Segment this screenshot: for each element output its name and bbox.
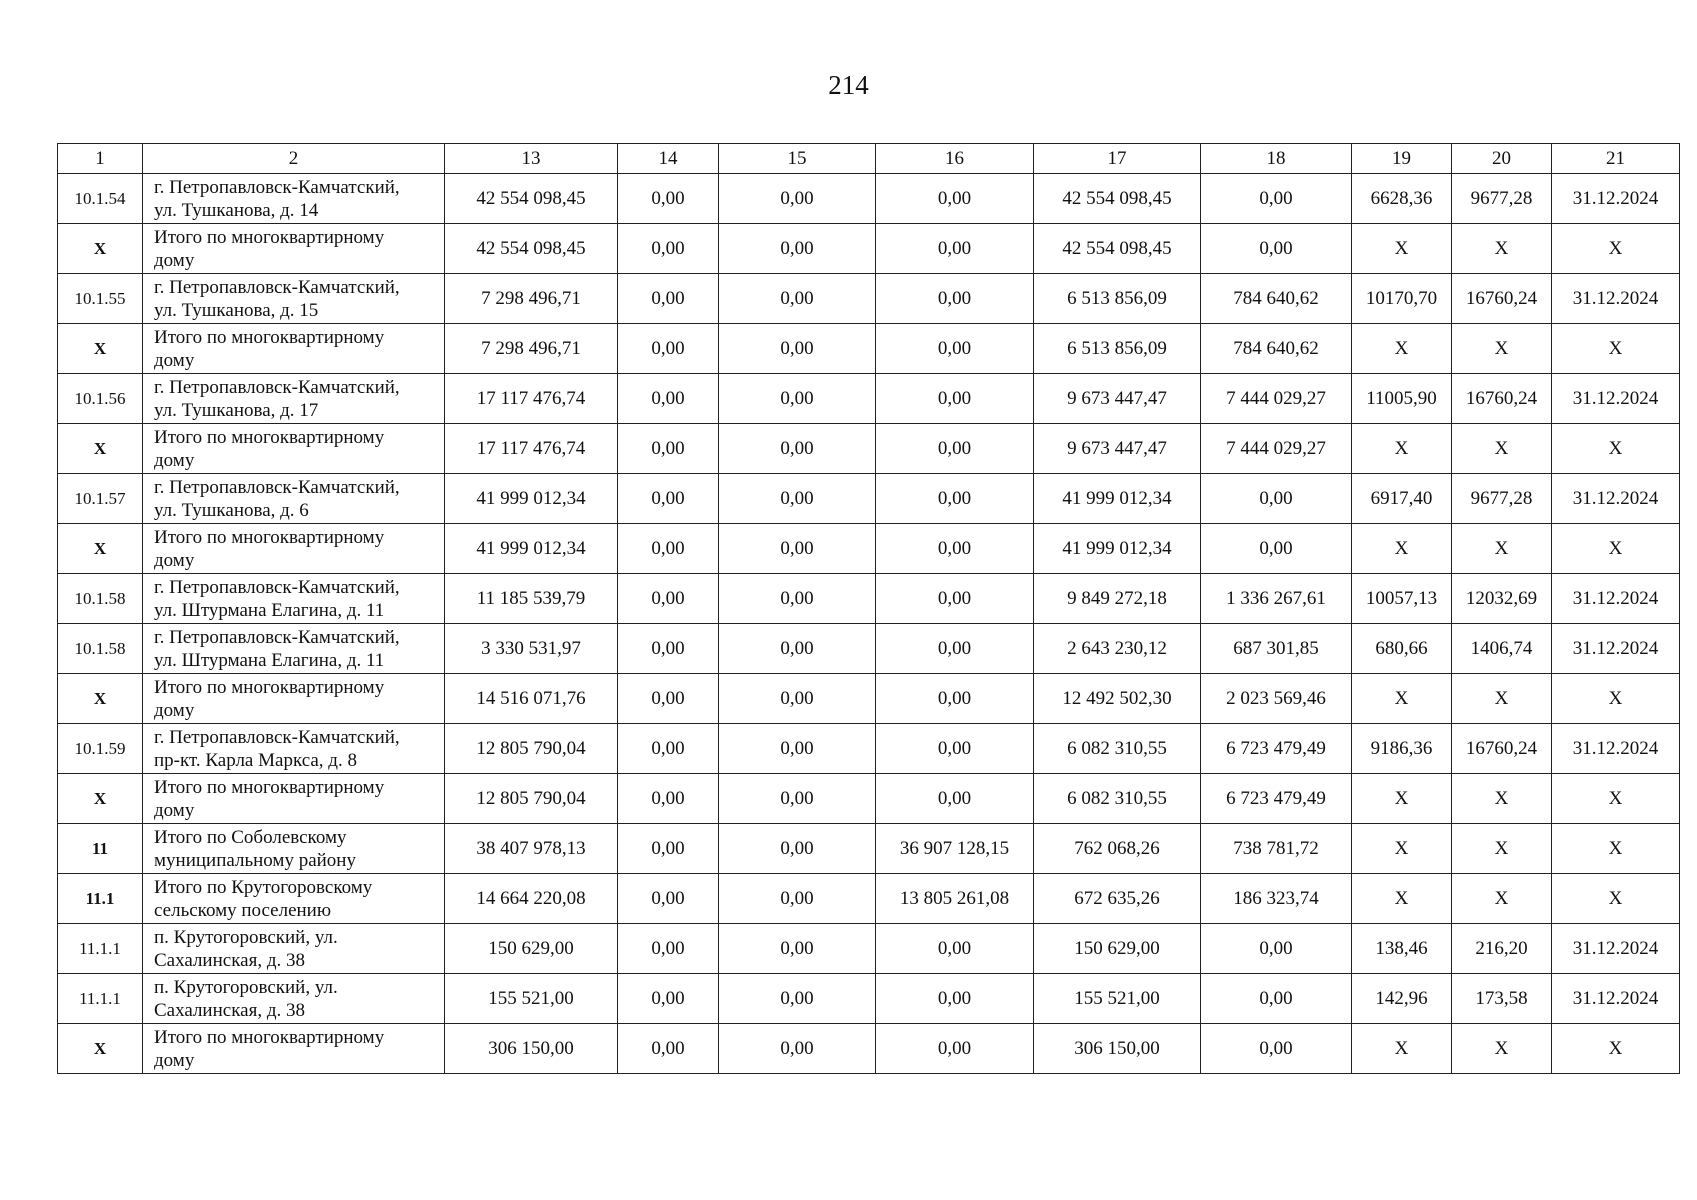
table-row — [58, 874, 1680, 924]
table-row — [58, 824, 1680, 874]
value-cell: 0,00 — [618, 374, 719, 424]
value-cell: 216,20 — [1452, 924, 1552, 974]
value-cell: 12032,69 — [1452, 574, 1552, 624]
value-cell: X — [1452, 774, 1552, 824]
value-cell: 31.12.2024 — [1552, 574, 1680, 624]
value-cell: 0,00 — [719, 974, 876, 1024]
value-cell: 138,46 — [1352, 924, 1452, 974]
header-row — [58, 144, 1680, 174]
object-name-cell — [143, 474, 445, 524]
value-cell: X — [1352, 424, 1452, 474]
object-name-line1: Итого по Соболевскому — [154, 826, 347, 848]
object-name-line1: г. Петропавловск-Камчатский, — [154, 476, 400, 498]
table-row — [58, 774, 1680, 824]
value-cell: 31.12.2024 — [1552, 174, 1680, 224]
object-name-cell — [143, 224, 445, 274]
value-cell: X — [1352, 524, 1452, 574]
value-cell: 36 907 128,15 — [876, 824, 1034, 874]
value-cell: 738 781,72 — [1201, 824, 1352, 874]
value-cell: 38 407 978,13 — [445, 824, 618, 874]
value-cell: X — [1352, 1024, 1452, 1074]
value-cell: 9677,28 — [1452, 474, 1552, 524]
value-cell: 41 999 012,34 — [1034, 474, 1201, 524]
value-cell: 784 640,62 — [1201, 324, 1352, 374]
object-name-line2: Сахалинская, д. 38 — [154, 999, 305, 1021]
value-cell: 31.12.2024 — [1552, 474, 1680, 524]
value-cell: 0,00 — [719, 624, 876, 674]
value-cell: 0,00 — [876, 524, 1034, 574]
value-cell: 10057,13 — [1352, 574, 1452, 624]
header-cell: 21 — [1552, 144, 1680, 174]
table-row — [58, 974, 1680, 1024]
value-cell: 306 150,00 — [1034, 1024, 1201, 1074]
value-cell: 12 805 790,04 — [445, 724, 618, 774]
value-cell: 0,00 — [876, 274, 1034, 324]
value-cell: 0,00 — [876, 324, 1034, 374]
value-cell: 0,00 — [876, 974, 1034, 1024]
object-name-cell — [143, 674, 445, 724]
object-name-line2: ул. Штурмана Елагина, д. 11 — [154, 649, 385, 671]
value-cell: 0,00 — [618, 774, 719, 824]
value-cell: 6 082 310,55 — [1034, 724, 1201, 774]
value-cell: X — [1452, 424, 1552, 474]
value-cell: 31.12.2024 — [1552, 924, 1680, 974]
value-cell: 10170,70 — [1352, 274, 1452, 324]
value-cell: X — [1452, 1024, 1552, 1074]
value-cell: X — [1352, 674, 1452, 724]
value-cell: 687 301,85 — [1201, 624, 1352, 674]
value-cell: 0,00 — [618, 624, 719, 674]
value-cell: 6 723 479,49 — [1201, 724, 1352, 774]
table-row — [58, 624, 1680, 674]
object-name-line2: дому — [154, 349, 195, 371]
value-cell: X — [1452, 224, 1552, 274]
table-row — [58, 174, 1680, 224]
object-name-line1: г. Петропавловск-Камчатский, — [154, 176, 400, 198]
value-cell: X — [1552, 424, 1680, 474]
value-cell: 6 082 310,55 — [1034, 774, 1201, 824]
object-name-line2: Сахалинская, д. 38 — [154, 949, 305, 971]
row-number-cell: 11.1 — [58, 874, 143, 924]
value-cell: 3 330 531,97 — [445, 624, 618, 674]
object-name-line2: пр-кт. Карла Маркса, д. 8 — [154, 749, 357, 771]
value-cell: 31.12.2024 — [1552, 974, 1680, 1024]
row-number-cell: 11 — [58, 824, 143, 874]
value-cell: 0,00 — [719, 324, 876, 374]
header-cell: 17 — [1034, 144, 1201, 174]
row-number-cell: X — [58, 674, 143, 724]
value-cell: 7 444 029,27 — [1201, 374, 1352, 424]
value-cell: X — [1352, 774, 1452, 824]
row-number-cell: 11.1.1 — [58, 924, 143, 974]
value-cell: 41 999 012,34 — [445, 524, 618, 574]
object-name-cell — [143, 724, 445, 774]
value-cell: 0,00 — [719, 874, 876, 924]
value-cell: 41 999 012,34 — [445, 474, 618, 524]
value-cell: 0,00 — [1201, 924, 1352, 974]
value-cell: X — [1552, 224, 1680, 274]
value-cell: 150 629,00 — [445, 924, 618, 974]
object-name-cell — [143, 624, 445, 674]
object-name-line2: сельскому поселению — [154, 899, 332, 921]
object-name-cell — [143, 574, 445, 624]
header-cell: 1 — [58, 144, 143, 174]
value-cell: 9 673 447,47 — [1034, 424, 1201, 474]
value-cell: 150 629,00 — [1034, 924, 1201, 974]
table-row — [58, 324, 1680, 374]
value-cell: 672 635,26 — [1034, 874, 1201, 924]
value-cell: 12 805 790,04 — [445, 774, 618, 824]
object-name-cell — [143, 274, 445, 324]
value-cell: 0,00 — [618, 874, 719, 924]
table-row — [58, 474, 1680, 524]
value-cell: 16760,24 — [1452, 724, 1552, 774]
object-name-line1: г. Петропавловск-Камчатский, — [154, 576, 400, 598]
object-name-line1: г. Петропавловск-Камчатский, — [154, 376, 400, 398]
object-name-line2: ул. Штурмана Елагина, д. 11 — [154, 599, 385, 621]
value-cell: 0,00 — [719, 774, 876, 824]
value-cell: 9677,28 — [1452, 174, 1552, 224]
value-cell: 14 664 220,08 — [445, 874, 618, 924]
table-row — [58, 424, 1680, 474]
object-name-cell — [143, 874, 445, 924]
object-name-cell — [143, 524, 445, 574]
value-cell: 155 521,00 — [445, 974, 618, 1024]
value-cell: 0,00 — [1201, 174, 1352, 224]
value-cell: 0,00 — [618, 924, 719, 974]
value-cell: 0,00 — [618, 224, 719, 274]
object-name-line2: дому — [154, 549, 195, 571]
value-cell: 0,00 — [719, 524, 876, 574]
value-cell: 0,00 — [618, 524, 719, 574]
header-cell: 15 — [719, 144, 876, 174]
value-cell: 0,00 — [876, 474, 1034, 524]
value-cell: 0,00 — [618, 474, 719, 524]
value-cell: 0,00 — [876, 1024, 1034, 1074]
object-name-line1: г. Петропавловск-Камчатский, — [154, 726, 400, 748]
value-cell: 7 298 496,71 — [445, 274, 618, 324]
value-cell: 0,00 — [719, 224, 876, 274]
value-cell: 6 513 856,09 — [1034, 274, 1201, 324]
value-cell: 42 554 098,45 — [1034, 224, 1201, 274]
table-row — [58, 274, 1680, 324]
value-cell: X — [1552, 524, 1680, 574]
object-name-line2: дому — [154, 1049, 195, 1071]
page-number: 214 — [828, 70, 869, 100]
table-row — [58, 574, 1680, 624]
row-number-cell: 10.1.54 — [58, 174, 143, 224]
row-number-cell: X — [58, 1024, 143, 1074]
value-cell: 41 999 012,34 — [1034, 524, 1201, 574]
value-cell: 0,00 — [1201, 974, 1352, 1024]
table-row — [58, 524, 1680, 574]
value-cell: X — [1552, 774, 1680, 824]
row-number-cell: X — [58, 774, 143, 824]
value-cell: 16760,24 — [1452, 274, 1552, 324]
object-name-line2: ул. Тушканова, д. 6 — [154, 499, 309, 521]
value-cell: 0,00 — [876, 674, 1034, 724]
object-name-line1: п. Крутогоровский, ул. — [154, 976, 338, 998]
value-cell: 0,00 — [719, 424, 876, 474]
value-cell: X — [1552, 1024, 1680, 1074]
value-cell: 11005,90 — [1352, 374, 1452, 424]
value-cell: 0,00 — [719, 674, 876, 724]
row-number-cell: 10.1.58 — [58, 624, 143, 674]
value-cell: 31.12.2024 — [1552, 374, 1680, 424]
value-cell: 0,00 — [618, 574, 719, 624]
value-cell: 0,00 — [719, 274, 876, 324]
value-cell: 0,00 — [719, 824, 876, 874]
object-name-cell — [143, 374, 445, 424]
object-name-cell — [143, 174, 445, 224]
value-cell: 680,66 — [1352, 624, 1452, 674]
value-cell: 0,00 — [618, 1024, 719, 1074]
value-cell: X — [1452, 524, 1552, 574]
object-name-line2: ул. Тушканова, д. 14 — [154, 199, 319, 221]
value-cell: 6 723 479,49 — [1201, 774, 1352, 824]
table-row — [58, 724, 1680, 774]
object-name-line2: ул. Тушканова, д. 17 — [154, 399, 319, 421]
value-cell: 0,00 — [876, 374, 1034, 424]
value-cell: 0,00 — [618, 424, 719, 474]
value-cell: 0,00 — [618, 324, 719, 374]
value-cell: X — [1352, 324, 1452, 374]
value-cell: 0,00 — [719, 724, 876, 774]
value-cell: 0,00 — [1201, 524, 1352, 574]
object-name-cell — [143, 324, 445, 374]
value-cell: 2 023 569,46 — [1201, 674, 1352, 724]
object-name-line1: Итого по многоквартирному — [154, 326, 385, 348]
value-cell: 6628,36 — [1352, 174, 1452, 224]
value-cell: 17 117 476,74 — [445, 374, 618, 424]
object-name-line1: Итого по многоквартирному — [154, 426, 385, 448]
value-cell: 0,00 — [719, 374, 876, 424]
header-cell: 14 — [618, 144, 719, 174]
value-cell: 0,00 — [618, 724, 719, 774]
value-cell: 0,00 — [876, 924, 1034, 974]
header-cell: 20 — [1452, 144, 1552, 174]
row-number-cell: X — [58, 424, 143, 474]
value-cell: X — [1452, 674, 1552, 724]
value-cell: X — [1452, 874, 1552, 924]
header-cell: 16 — [876, 144, 1034, 174]
header-cell: 19 — [1352, 144, 1452, 174]
value-cell: 0,00 — [719, 574, 876, 624]
object-name-line1: г. Петропавловск-Камчатский, — [154, 276, 400, 298]
value-cell: 142,96 — [1352, 974, 1452, 1024]
object-name-line1: Итого по многоквартирному — [154, 776, 385, 798]
table-row — [58, 1024, 1680, 1074]
row-number-cell: 11.1.1 — [58, 974, 143, 1024]
table-row — [58, 224, 1680, 274]
object-name-line1: Итого по многоквартирному — [154, 676, 385, 698]
row-number-cell: X — [58, 524, 143, 574]
value-cell: 31.12.2024 — [1552, 624, 1680, 674]
value-cell: 0,00 — [876, 424, 1034, 474]
value-cell: X — [1352, 874, 1452, 924]
value-cell: 14 516 071,76 — [445, 674, 618, 724]
object-name-line1: Итого по многоквартирному — [154, 526, 385, 548]
object-name-line2: дому — [154, 799, 195, 821]
value-cell: 11 185 539,79 — [445, 574, 618, 624]
value-cell: 42 554 098,45 — [445, 224, 618, 274]
value-cell: 0,00 — [618, 824, 719, 874]
object-name-cell — [143, 824, 445, 874]
object-name-cell — [143, 974, 445, 1024]
value-cell: 9186,36 — [1352, 724, 1452, 774]
object-name-line1: Итого по Крутогоровскому — [154, 876, 373, 898]
value-cell: 0,00 — [719, 924, 876, 974]
value-cell: 13 805 261,08 — [876, 874, 1034, 924]
value-cell: 0,00 — [719, 1024, 876, 1074]
value-cell: 0,00 — [876, 224, 1034, 274]
row-number-cell: X — [58, 224, 143, 274]
table-body — [58, 174, 1680, 1074]
value-cell: X — [1452, 324, 1552, 374]
data-table — [57, 143, 1680, 1074]
value-cell: 155 521,00 — [1034, 974, 1201, 1024]
value-cell: 0,00 — [1201, 1024, 1352, 1074]
object-name-line2: ул. Тушканова, д. 15 — [154, 299, 319, 321]
value-cell: 12 492 502,30 — [1034, 674, 1201, 724]
object-name-line1: Итого по многоквартирному — [154, 226, 385, 248]
value-cell: X — [1452, 824, 1552, 874]
row-number-cell: 10.1.58 — [58, 574, 143, 624]
value-cell: 0,00 — [1201, 224, 1352, 274]
row-number-cell: 10.1.56 — [58, 374, 143, 424]
row-number-cell: X — [58, 324, 143, 374]
value-cell: 0,00 — [618, 674, 719, 724]
value-cell: 762 068,26 — [1034, 824, 1201, 874]
object-name-line2: дому — [154, 449, 195, 471]
header-cell: 13 — [445, 144, 618, 174]
value-cell: 31.12.2024 — [1552, 274, 1680, 324]
row-number-cell: 10.1.57 — [58, 474, 143, 524]
object-name-line1: Итого по многоквартирному — [154, 1026, 385, 1048]
value-cell: X — [1552, 324, 1680, 374]
value-cell: 31.12.2024 — [1552, 724, 1680, 774]
value-cell: X — [1352, 224, 1452, 274]
value-cell: X — [1552, 874, 1680, 924]
value-cell: 2 643 230,12 — [1034, 624, 1201, 674]
object-name-cell — [143, 924, 445, 974]
value-cell: 42 554 098,45 — [1034, 174, 1201, 224]
value-cell: 784 640,62 — [1201, 274, 1352, 324]
value-cell: 7 298 496,71 — [445, 324, 618, 374]
value-cell: 186 323,74 — [1201, 874, 1352, 924]
value-cell: 6 513 856,09 — [1034, 324, 1201, 374]
value-cell: 1 336 267,61 — [1201, 574, 1352, 624]
object-name-line2: дому — [154, 249, 195, 271]
value-cell: 306 150,00 — [445, 1024, 618, 1074]
value-cell: 173,58 — [1452, 974, 1552, 1024]
value-cell: 17 117 476,74 — [445, 424, 618, 474]
header-cell: 18 — [1201, 144, 1352, 174]
value-cell: 0,00 — [876, 724, 1034, 774]
value-cell: 6917,40 — [1352, 474, 1452, 524]
value-cell: 7 444 029,27 — [1201, 424, 1352, 474]
value-cell: 0,00 — [1201, 474, 1352, 524]
object-name-line1: п. Крутогоровский, ул. — [154, 926, 338, 948]
object-name-line2: муниципальному району — [154, 849, 356, 871]
value-cell: 9 849 272,18 — [1034, 574, 1201, 624]
object-name-line1: г. Петропавловск-Камчатский, — [154, 626, 400, 648]
value-cell: 0,00 — [719, 474, 876, 524]
object-name-cell — [143, 424, 445, 474]
object-name-cell — [143, 1024, 445, 1074]
value-cell: 0,00 — [876, 574, 1034, 624]
value-cell: 0,00 — [618, 274, 719, 324]
value-cell: 0,00 — [876, 774, 1034, 824]
object-name-line2: дому — [154, 699, 195, 721]
value-cell: 0,00 — [618, 174, 719, 224]
header-cell: 2 — [143, 144, 445, 174]
value-cell: 0,00 — [618, 974, 719, 1024]
value-cell: 1406,74 — [1452, 624, 1552, 674]
table-row — [58, 924, 1680, 974]
table-row — [58, 674, 1680, 724]
value-cell: 16760,24 — [1452, 374, 1552, 424]
row-number-cell: 10.1.59 — [58, 724, 143, 774]
table-row — [58, 374, 1680, 424]
value-cell: 9 673 447,47 — [1034, 374, 1201, 424]
row-number-cell: 10.1.55 — [58, 274, 143, 324]
value-cell: X — [1552, 674, 1680, 724]
value-cell: X — [1552, 824, 1680, 874]
value-cell: 0,00 — [876, 624, 1034, 674]
value-cell: 0,00 — [876, 174, 1034, 224]
object-name-cell — [143, 774, 445, 824]
value-cell: X — [1352, 824, 1452, 874]
value-cell: 0,00 — [719, 174, 876, 224]
value-cell: 42 554 098,45 — [445, 174, 618, 224]
